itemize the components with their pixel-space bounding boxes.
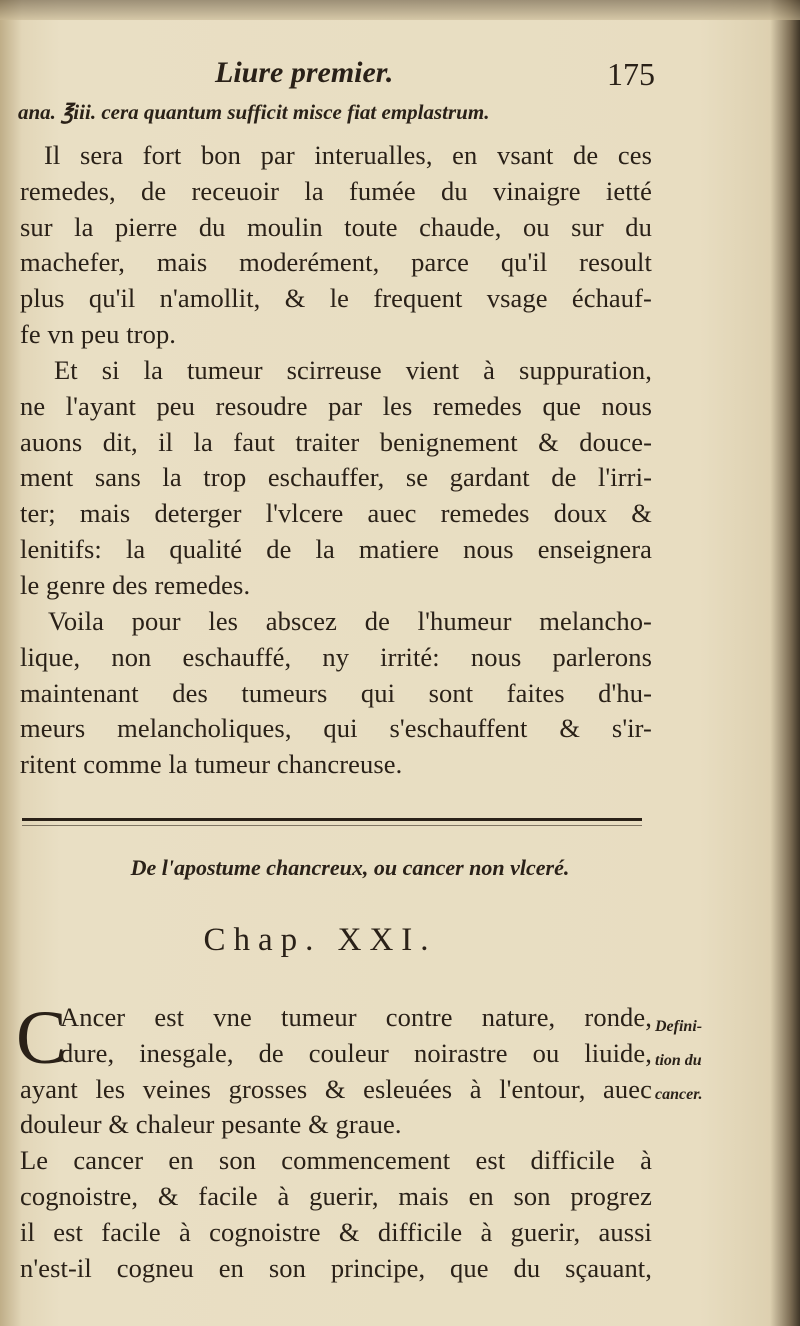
text-line: Ancer est vne tumeur contre nature, ronde, [60, 1002, 652, 1032]
chapter-text [20, 1000, 652, 1286]
recipe-line: ana. ℥iii. cera quantum sufficit misce fiat emplastrum. [18, 100, 490, 124]
text-line: il est facile à cognoistre & difficile à guerir, aussi [20, 1216, 652, 1247]
margin-note-line: cancer. [655, 1086, 703, 1103]
drop-cap: C [16, 996, 67, 1080]
text-line: lenitifs: la qualité de la matiere nous enseignera [20, 533, 652, 564]
margin-note [655, 1010, 765, 1112]
text-line: ritent comme la tumeur chancreuse. [20, 749, 403, 780]
paragraph-1 [20, 138, 652, 353]
text-line: plus qu'il n'amollit, & le frequent vsage échauf- [20, 283, 652, 314]
chapter-title: Chap. XXI. [203, 922, 437, 958]
text-line: Il sera fort bon par interualles, en vsant de ces [44, 140, 652, 170]
text-line: Le cancer en son commencement est difficile à [20, 1145, 652, 1176]
paragraph-2 [20, 353, 652, 604]
text-line: ayant les veines grosses & esleuées à l'entour, auec [20, 1073, 652, 1104]
text-line: Voila pour les abscez de l'humeur melancho- [48, 606, 652, 636]
text-line: douleur & chaleur pesante & graue. [20, 1109, 402, 1140]
text-line: Et si la tumeur scirreuse vient à suppuration, [54, 355, 652, 385]
text-line: n'est-il cogneu en son principe, que du sçauant, [20, 1252, 652, 1283]
text-line: dure, inesgale, de couleur noirastre ou liuide, [60, 1037, 652, 1068]
text-line: maintenant des tumeurs qui sont faites d'hu- [20, 677, 652, 708]
running-title: Liure premier. [215, 56, 394, 89]
section-title: De l'apostume chancreux, ou cancer non vlceré. [130, 855, 570, 880]
text-line: sur la pierre du moulin toute chaude, ou sur du [20, 211, 652, 242]
text-line: remedes, de receuoir la fumée du vinaigre ietté [20, 175, 652, 206]
paragraph-3 [20, 604, 652, 783]
text-line: fe vn peu trop. [20, 318, 177, 349]
divider-rule [22, 818, 642, 821]
text-line: ment sans la trop eschauffer, se gardant de l'irri- [20, 462, 652, 493]
text-line: ter; mais deterger l'vlcere auec remedes doux & [20, 498, 652, 529]
margin-note-line: tion du [655, 1052, 702, 1069]
text-line: machefer, mais moderément, parce qu'il resoult [20, 247, 652, 278]
text-line: le genre des remedes. [20, 569, 251, 600]
divider-rule-thin [22, 825, 642, 826]
text-line: auons dit, il la faut traiter benignement & douce- [20, 426, 652, 457]
text-line: lique, non eschauffé, ny irrité: nous parlerons [20, 641, 652, 672]
text-line: cognoistre, & facile à guerir, mais en son progrez [20, 1180, 652, 1211]
margin-note-line: Defini- [655, 1018, 703, 1035]
text-line: meurs melancholiques, qui s'eschauffent & s'ir- [20, 713, 652, 744]
page-number: 175 [607, 56, 655, 92]
page-header [215, 52, 655, 96]
text-line: ne l'ayant peu resoudre par les remedes que nous [20, 390, 652, 421]
